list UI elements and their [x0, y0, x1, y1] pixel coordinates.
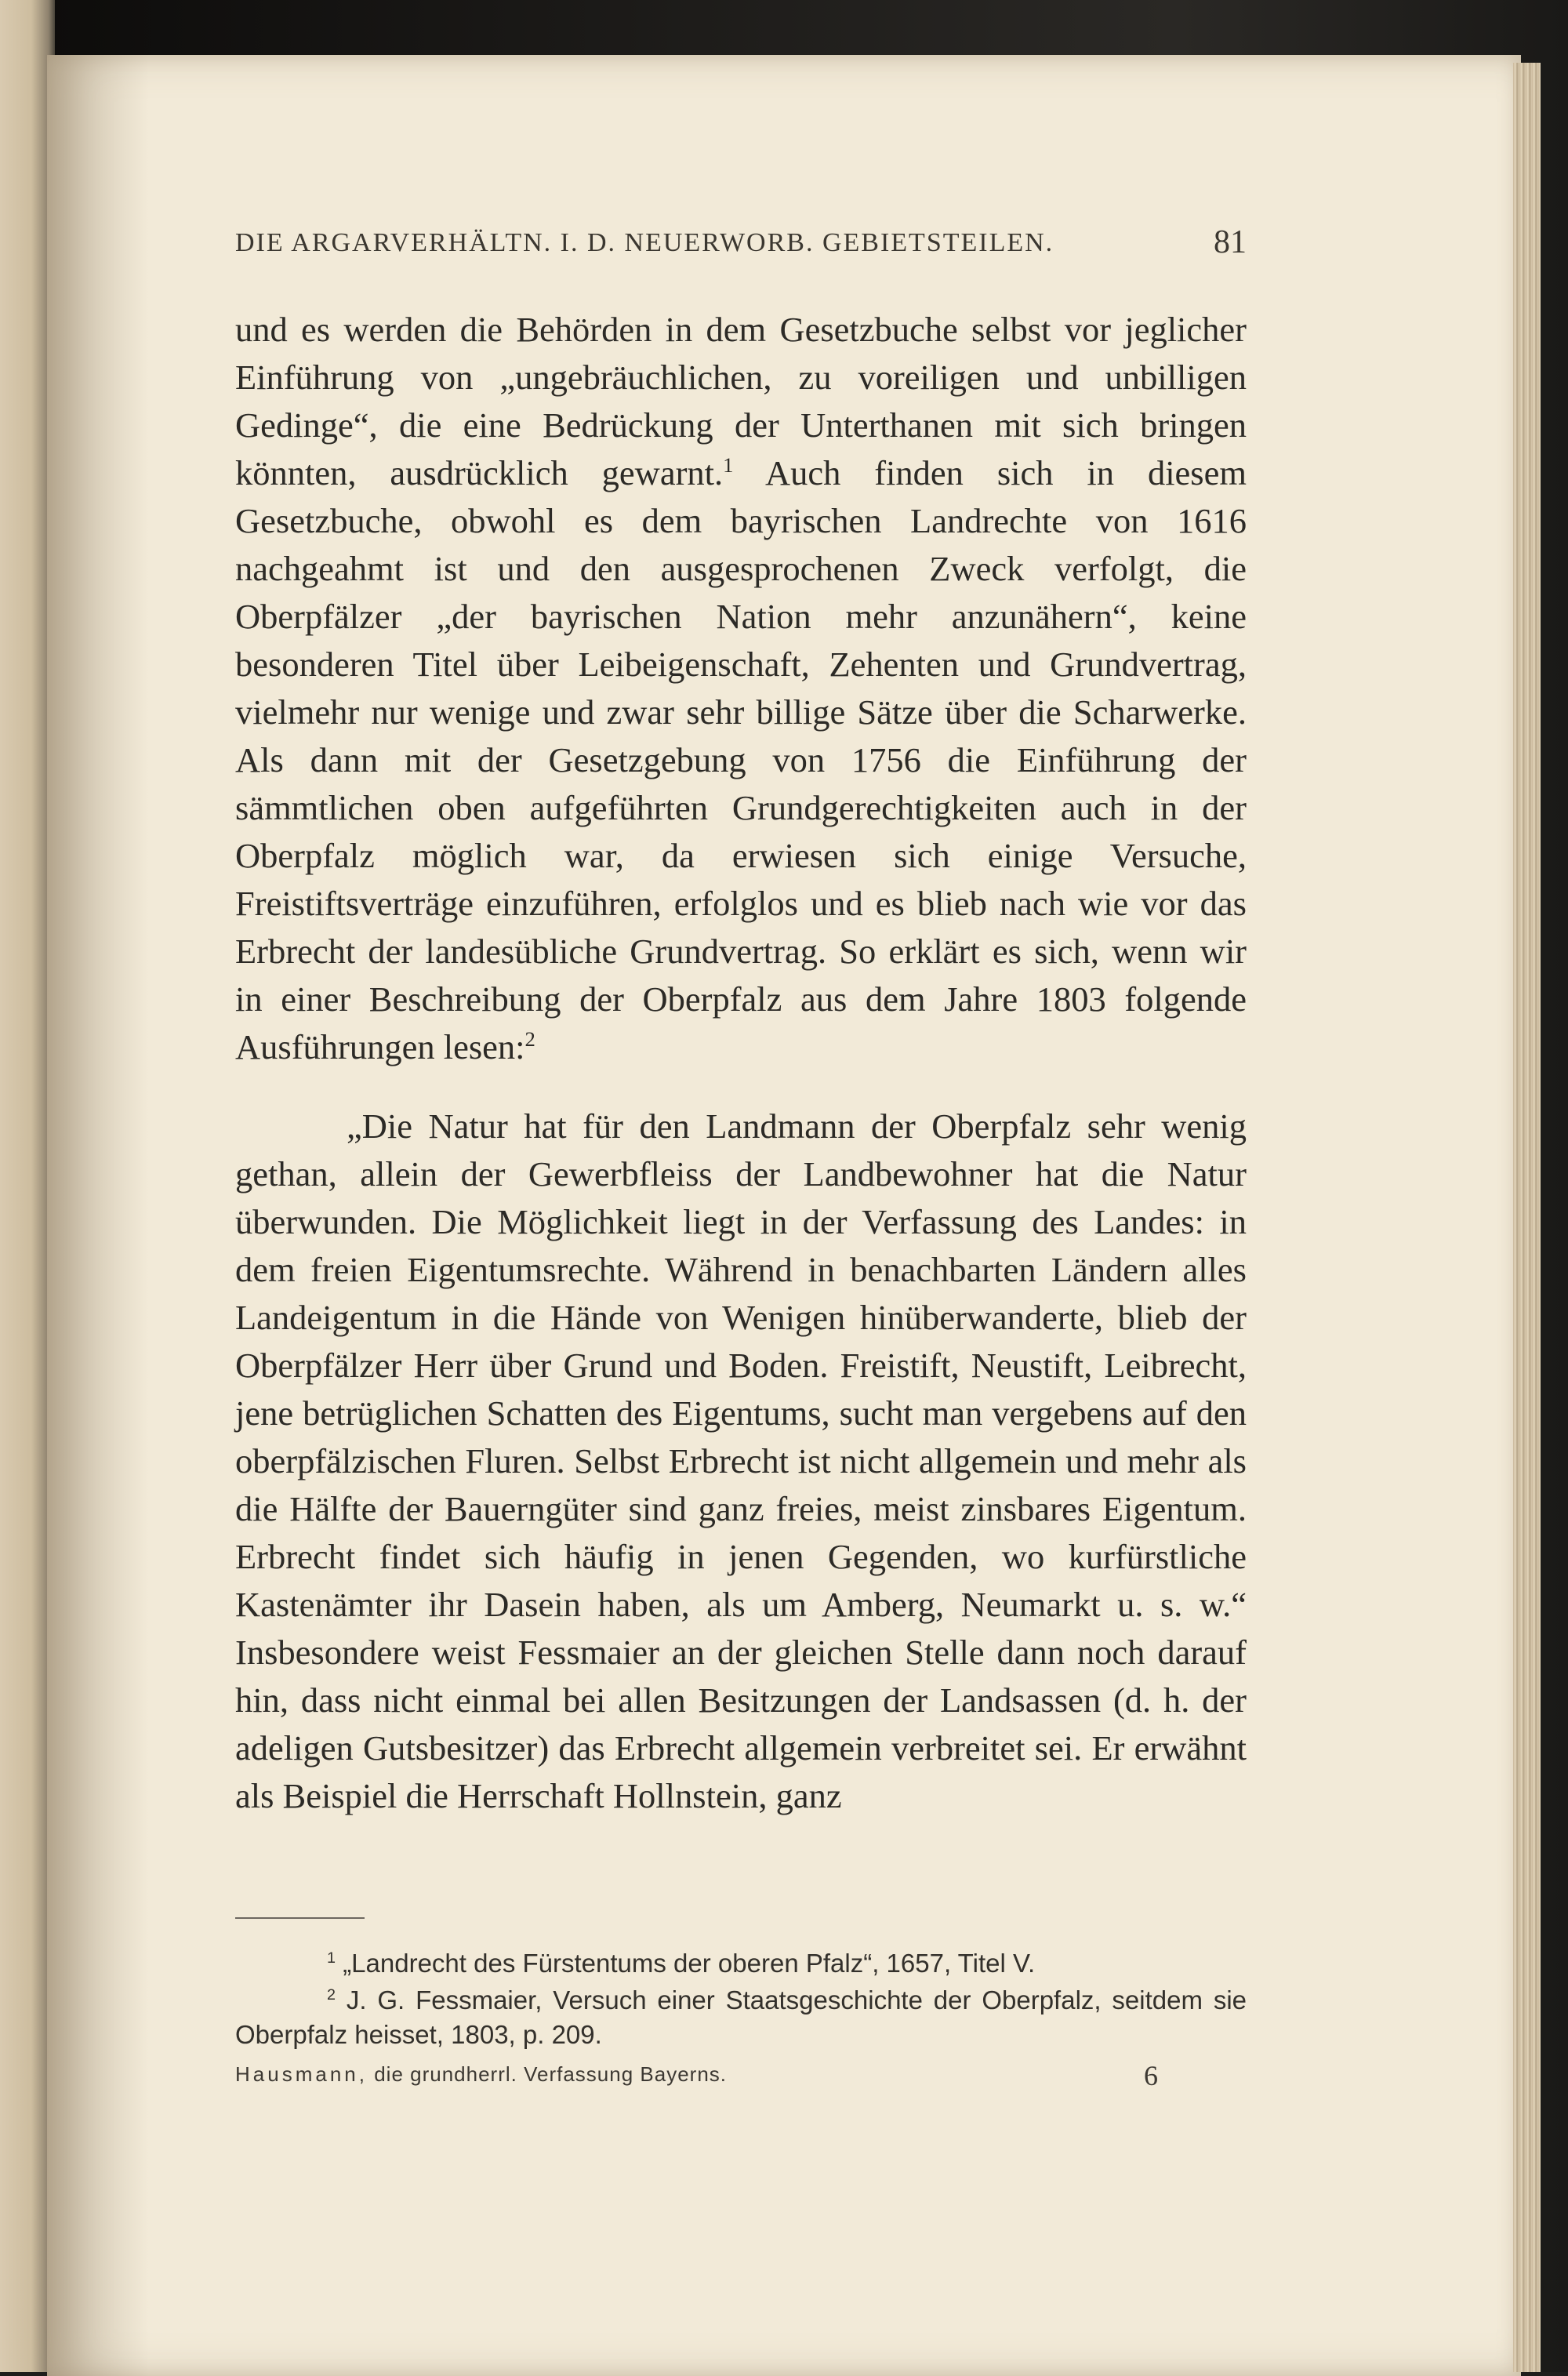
footnote-mark: 1	[327, 1949, 336, 1967]
body-text	[235, 306, 1247, 1071]
sheet-number: 6	[1144, 2060, 1158, 2091]
footnote-2-text	[235, 1983, 1247, 2052]
signature-line	[235, 2060, 1176, 2091]
footnote-rule	[235, 1917, 365, 1919]
page-stack-edge	[1513, 63, 1541, 2372]
footnote-1-text	[235, 1946, 1247, 1981]
gutter-shadow	[47, 55, 149, 2376]
footnote-body: J. G. Fessmaier, Versuch einer Staatsgeschichte der Oberpfalz, seitdem sie Oberpfalz heisset, 1803, p. 209.	[235, 1985, 1247, 2049]
footnote-body: „Landrecht des Fürstentums der oberen Pfalz“, 1657, Titel V.	[343, 1949, 1036, 1978]
footnote-2	[235, 1983, 1247, 2052]
signature-author: Hausmann,	[235, 2062, 368, 2086]
paragraph	[235, 306, 1247, 1071]
footnote-ref: 1	[723, 453, 734, 478]
footnote-ref: 2	[524, 1027, 535, 1052]
running-head-title: DIE ARGARVERHÄLTN. I. D. NEUERWORB. GEBIETSTEILEN.	[235, 228, 1054, 257]
page-number: 81	[1214, 224, 1247, 260]
quote-text: „Die Natur hat für den Landmann der Oberpfalz sehr wenig gethan, allein der Gewerbfleiss der Landbewohner hat die Natur überwunden. Die Möglichkeit liegt in der Verfassung des Landes: in dem freien Eigentumsrechte. Während in benachbarten Ländern alles Landeigentum in die Hände von Wenigen hinüberwanderte, blieb der Oberpfälzer Herr über Grund und Boden. Freistift, Neustift, Leibrecht, jene betrüglichen Schatten des Eigentums, sucht man vergebens auf den oberpfälzischen Fluren. Selbst Erbrecht ist nicht allgemein und mehr als die Hälfte der Bauerngüter sind ganz freies, meist zinsbares Eigentum. Erbrecht findet sich häufig in jenen Gegenden, wo kurfürstliche Kastenämter ihr Dasein haben, als um Amberg, Neumarkt u. s. w.“ Insbesondere weist Fessmaier an der gleichen Stelle dann noch darauf hin, dass nicht einmal bei allen Besitzungen der Landsassen (d. h. der adeligen Gutsbesitzer) das Erbrecht allgemein verbreitet sei. Er erwähnt als Beispiel die Herrschaft Hollnstein, ganz	[235, 1106, 1247, 1815]
footnote-mark: 2	[327, 1986, 336, 2004]
signature-title: die grundherrl. Verfassung Bayerns.	[374, 2062, 727, 2086]
quotation-paragraph	[235, 1103, 1247, 1820]
paragraph-text: und es werden die Behörden in dem Gesetzbuche selbst vor jeglicher Einführung von „ungebräuchlichen, zu voreiligen und unbilligen Gedinge“, die eine Bedrückung der Unterthanen mit sich bringen könnten, ausdrücklich gewarnt.	[235, 310, 1247, 492]
footnote-1	[235, 1946, 1247, 1981]
paragraph-text-continued: Auch finden sich in diesem Gesetzbuche, obwohl es dem bayrischen Landrechte von 1616 nachgeahmt ist und den ausgesprochenen Zweck verfolgt, die Oberpfälzer „der bayrischen Nation mehr anzunähern“, keine besonderen Titel über Leibeigenschaft, Zehenten und Grundvertrag, vielmehr nur wenige und zwar sehr billige Sätze über die Scharwerke. Als dann mit der Gesetzgebung von 1756 die Einführung der sämmtlichen oben aufgeführten Grundgerechtigkeiten auch in der Oberpfalz möglich war, da erwiesen sich einige Versuche, Freistiftsverträge einzuführen, erfolglos und es blieb nach wie vor das Erbrecht der landesübliche Grundvertrag. So erklärt es sich, wenn wir in einer Beschreibung der Oberpfalz aus dem Jahre 1803 folgende Ausführungen lesen:	[235, 453, 1247, 1066]
